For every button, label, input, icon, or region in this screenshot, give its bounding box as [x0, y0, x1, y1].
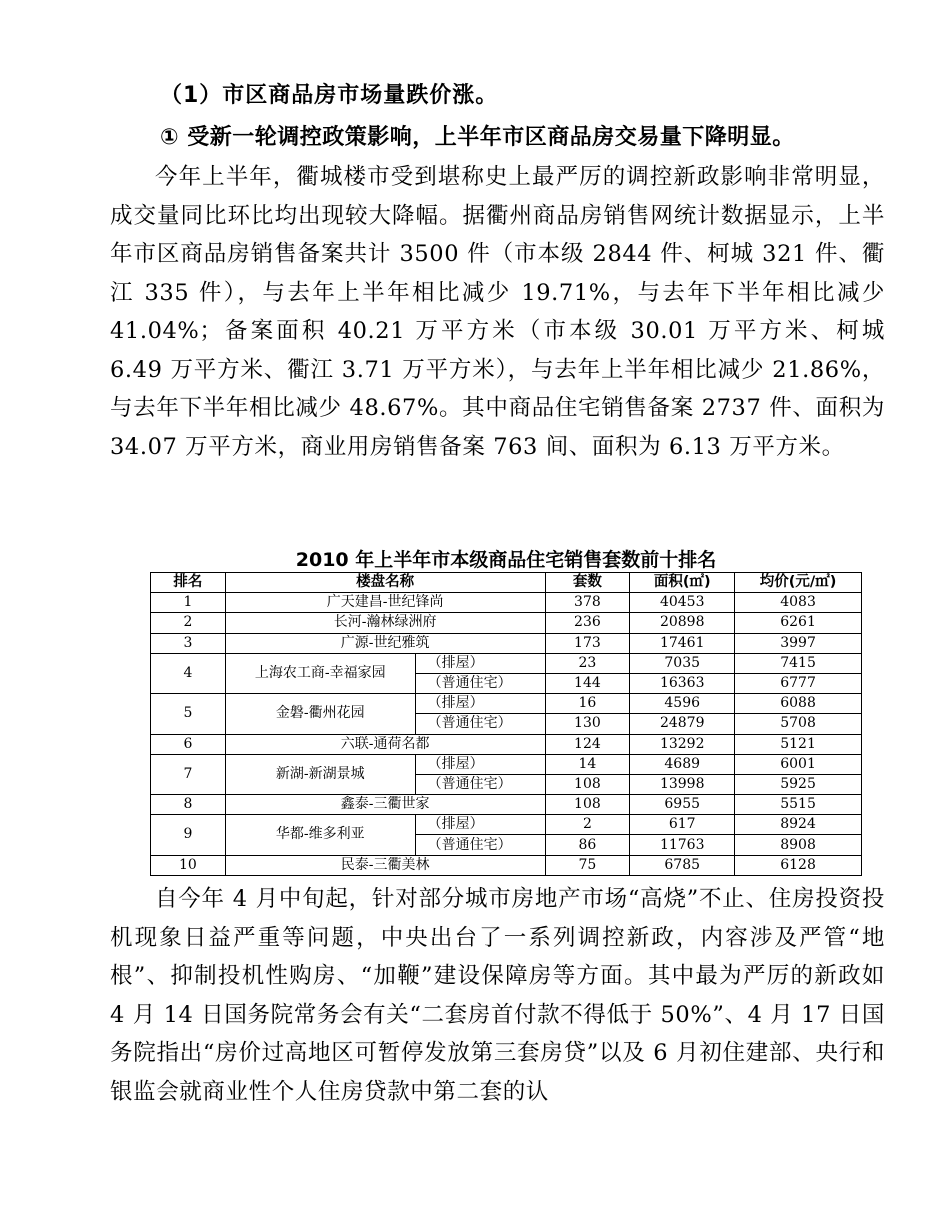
cell-name: 民泰-三衢美林	[225, 855, 545, 875]
cell-price: 4083	[735, 593, 862, 613]
cell-area: 13292	[630, 734, 735, 754]
cell-area: 17461	[630, 633, 735, 653]
cell-subtype: （排屋）	[415, 653, 545, 673]
cell-area: 6785	[630, 855, 735, 875]
cell-units: 144	[545, 673, 630, 693]
cell-area: 13998	[630, 774, 735, 794]
sales-ranking-table	[150, 572, 862, 876]
cell-name: 新湖-新湖景城	[225, 754, 415, 794]
cell-units: 124	[545, 734, 630, 754]
table-row	[151, 694, 862, 714]
cell-rank: 1	[151, 593, 226, 613]
cell-name: 广源-世纪雅筑	[225, 633, 545, 653]
cell-name: 长河-瀚林绿洲府	[225, 613, 545, 633]
cell-rank: 10	[151, 855, 226, 875]
cell-units: 173	[545, 633, 630, 653]
table-row	[151, 734, 862, 754]
header-area: 面积(㎡)	[630, 573, 735, 593]
cell-units: 2	[545, 815, 630, 835]
cell-subtype: （普通住宅）	[415, 774, 545, 794]
table-row	[151, 795, 862, 815]
cell-price: 8924	[735, 815, 862, 835]
cell-area: 4689	[630, 754, 735, 774]
cell-price: 6088	[735, 694, 862, 714]
cell-units: 86	[545, 835, 630, 855]
cell-price: 3997	[735, 633, 862, 653]
cell-rank: 7	[151, 754, 226, 794]
header-rank: 排名	[151, 573, 226, 593]
cell-price: 6128	[735, 855, 862, 875]
cell-units: 14	[545, 754, 630, 774]
cell-area: 40453	[630, 593, 735, 613]
cell-price: 7415	[735, 653, 862, 673]
cell-name: 华都-维多利亚	[225, 815, 415, 855]
cell-price: 5708	[735, 714, 862, 734]
cell-price: 6001	[735, 754, 862, 774]
cell-units: 378	[545, 593, 630, 613]
cell-rank: 8	[151, 795, 226, 815]
cell-subtype: （普通住宅）	[415, 714, 545, 734]
cell-area: 6955	[630, 795, 735, 815]
cell-units: 108	[545, 795, 630, 815]
cell-name: 鑫泰-三衢世家	[225, 795, 545, 815]
table-row	[151, 754, 862, 774]
table-row	[151, 815, 862, 835]
cell-units: 75	[545, 855, 630, 875]
table-row	[151, 855, 862, 875]
table-header-row	[151, 573, 862, 593]
cell-subtype: （排屋）	[415, 815, 545, 835]
cell-area: 24879	[630, 714, 735, 734]
cell-area: 20898	[630, 613, 735, 633]
cell-units: 130	[545, 714, 630, 734]
cell-units: 108	[545, 774, 630, 794]
cell-subtype: （排屋）	[415, 754, 545, 774]
cell-price: 5121	[735, 734, 862, 754]
cell-price: 8908	[735, 835, 862, 855]
subsection-heading: ① 受新一轮调控政策影响，上半年市区商品房交易量下降明显。	[160, 125, 795, 150]
table-row	[151, 613, 862, 633]
cell-area: 7035	[630, 653, 735, 673]
cell-units: 236	[545, 613, 630, 633]
table-row	[151, 653, 862, 673]
header-units: 套数	[545, 573, 630, 593]
cell-price: 6261	[735, 613, 862, 633]
table-title: 2010 年上半年市本级商品住宅销售套数前十排名	[295, 549, 717, 571]
cell-area: 4596	[630, 694, 735, 714]
cell-price: 5515	[735, 795, 862, 815]
cell-rank: 4	[151, 653, 226, 693]
header-name: 楼盘名称	[225, 573, 545, 593]
cell-subtype: （普通住宅）	[415, 835, 545, 855]
cell-area: 16363	[630, 673, 735, 693]
cell-name: 广天建昌-世纪锋尚	[225, 593, 545, 613]
cell-rank: 5	[151, 694, 226, 734]
cell-units: 23	[545, 653, 630, 673]
header-price: 均价(元/㎡)	[735, 573, 862, 593]
table-row	[151, 633, 862, 653]
table-row	[151, 593, 862, 613]
cell-subtype: （普通住宅）	[415, 673, 545, 693]
cell-rank: 2	[151, 613, 226, 633]
cell-name: 六联-通荷名都	[225, 734, 545, 754]
cell-units: 16	[545, 694, 630, 714]
cell-area: 617	[630, 815, 735, 835]
cell-rank: 6	[151, 734, 226, 754]
cell-price: 6777	[735, 673, 862, 693]
cell-rank: 3	[151, 633, 226, 653]
cell-subtype: （排屋）	[415, 694, 545, 714]
cell-area: 11763	[630, 835, 735, 855]
cell-rank: 9	[151, 815, 226, 855]
cell-name: 金磐-衢州花园	[225, 694, 415, 734]
section-heading: （1）市区商品房市场量跌价涨。	[160, 83, 499, 108]
paragraph-sales-summary: 今年上半年，衢城楼市受到堪称史上最严厉的调控新政影响非常明显，成交量同比环比均出现较大降幅。据衢州商品房销售网统计数据显示，上半年市区商品房销售备案共计 3500 件（市本级 2844 件、柯城 321 件、衢江 335 件），与去年上半年相比减少 19.71%，与去年下半年相比减少 41.04%；备案面积 40.21 万平方米（市本级 30.01 万平方米、柯城 6.49 万平方米、衢江 3.71 万平方米），与去年上半年相比减少 21.86%，与去年下半年相比减少 48.67%。其中商品住宅销售备案 2737 件、面积为 34.07 万平方米，商业用房销售备案 763 间、面积为 6.13 万平方米。	[110, 164, 885, 460]
cell-name: 上海农工商-幸福家园	[225, 653, 415, 693]
cell-price: 5925	[735, 774, 862, 794]
paragraph-policy-context: 自今年 4 月中旬起，针对部分城市房地产市场“高烧”不止、住房投资投机现象日益严重等问题，中央出台了一系列调控新政，内容涉及严管“地根”、抑制投机性购房、“加鞭”建设保障房等方面。其中最为严厉的新政如 4 月 14 日国务院常务会有关“二套房首付款不得低于 50%”、4 月 17 日国务院指出“房价过高地区可暂停发放第三套房贷”以及 6 月初住建部、央行和银监会就商业性个人住房贷款中第二套的认	[110, 886, 885, 1105]
